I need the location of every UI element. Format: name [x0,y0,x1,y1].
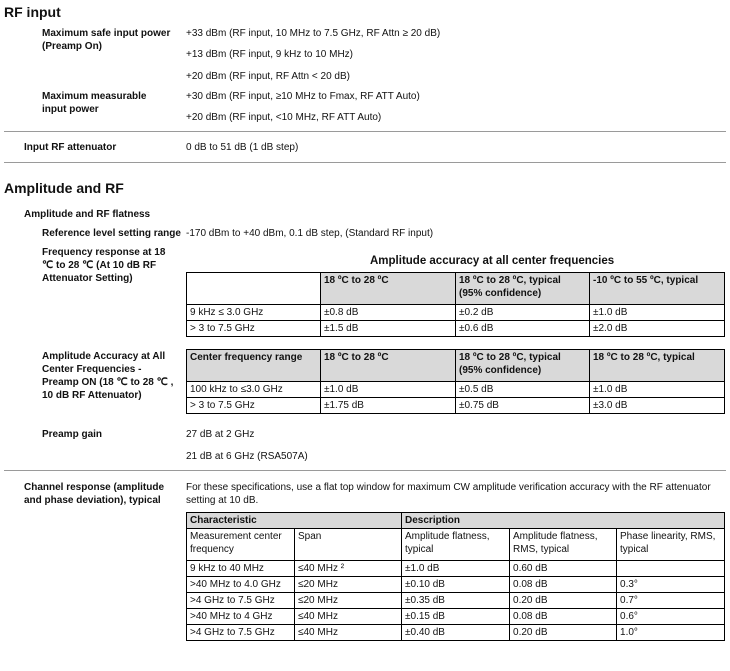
table-cell: 1.0° [617,625,725,641]
table-cell: ±0.15 dB [402,609,510,625]
table-cell: 0.08 dB [510,577,617,593]
table-cell: >4 GHz to 7.5 GHz [187,625,295,641]
table-cell: 0.7° [617,593,725,609]
table3-group-header: Description [402,513,725,529]
table-cell: 9 kHz to 40 MHz [187,561,295,577]
input-rf-attenuator-value: 0 dB to 51 dB (1 dB step) [186,142,299,153]
table-cell: ±2.0 dB [590,321,725,337]
input-rf-attenuator-label: Input RF attenuator [24,142,117,153]
amplitude-flatness-label: Amplitude and RF flatness [24,209,151,220]
table-cell: ±0.8 dB [321,305,456,321]
table-row [187,625,725,641]
table-cell: ≤40 MHz [295,625,402,641]
amplitude-accuracy-table [186,272,725,337]
preamp-gain-value-2: 21 dB at 6 GHz (RSA507A) [186,451,308,462]
table-row [187,382,725,398]
table-cell: 0.08 dB [510,609,617,625]
table-cell: > 3 to 7.5 GHz [187,321,321,337]
table-cell: 0.20 dB [510,625,617,641]
table-cell: ±1.75 dB [321,398,456,414]
table-cell: ≤20 MHz [295,593,402,609]
table-cell: ±0.10 dB [402,577,510,593]
table2-header: 18 ºC to 28 ºC, typical [590,350,725,382]
table-cell: ±1.0 dB [590,305,725,321]
preamp-gain-label: Preamp gain [42,429,103,440]
amplitude-heading: Amplitude and RF [4,180,124,196]
table-row [187,398,725,414]
table2-header: Center frequency range [187,350,321,382]
table-cell: ±0.5 dB [456,382,590,398]
max-measurable-value-2: +20 dBm (RF input, <10 MHz, RF ATT Auto) [186,112,382,123]
table-row [187,577,725,593]
table1-header: -10 ºC to 55 ºC, typical [590,273,725,305]
table-row [187,609,725,625]
table-cell: >40 MHz to 4 GHz [187,609,295,625]
reference-level-label: Reference level setting range [42,228,181,239]
table-cell: ±1.0 dB [590,382,725,398]
table-row [187,593,725,609]
table-cell: 0.6° [617,609,725,625]
divider [4,162,726,163]
table-row [187,321,725,337]
channel-response-table [186,512,725,641]
table-row [187,305,725,321]
table-cell: 9 kHz ≤ 3.0 GHz [187,305,321,321]
table-cell: 0.60 dB [510,561,617,577]
channel-response-label: Channel response (amplitude and phase deviation), typical [24,482,165,506]
table-cell: ≤40 MHz ² [295,561,402,577]
amplitude-accuracy-preamp-label: Amplitude Accuracy at All Center Frequencies - Preamp ON (18 ℃ to 28 ℃ , 10 dB RF Attenuator) [42,351,174,401]
table-cell: ±1.0 dB [321,382,456,398]
max-safe-value-3: +20 dBm (RF input, RF Attn < 20 dB) [186,71,350,82]
max-measurable-value-1: +30 dBm (RF input, ≥10 MHz to Fmax, RF ATT Auto) [186,91,420,102]
table3-subheader: Amplitude flatness, RMS, typical [510,529,617,561]
max-safe-input-label: Maximum safe input power (Preamp On) [42,28,171,52]
preamp-gain-value-1: 27 dB at 2 GHz [186,429,255,440]
divider [4,470,726,471]
channel-response-note: For these specifications, use a flat top window for maximum CW amplitude verification accuracy with the RF attenuator setting at 10 dB. [186,482,711,506]
table-cell: ±1.0 dB [402,561,510,577]
table1-caption: Amplitude accuracy at all center frequencies [370,255,615,267]
table-cell: >4 GHz to 7.5 GHz [187,593,295,609]
table-cell: ≤20 MHz [295,577,402,593]
table-row [187,561,725,577]
table-cell [617,561,725,577]
amplitude-accuracy-preamp-table [186,349,725,414]
table-cell: 100 kHz to ≤3.0 GHz [187,382,321,398]
table2-header: 18 ºC to 28 ºC [321,350,456,382]
table-cell: ≤40 MHz [295,609,402,625]
table3-subheader: Span [295,529,402,561]
table-cell: ±0.75 dB [456,398,590,414]
table-cell: > 3 to 7.5 GHz [187,398,321,414]
table-cell: ±1.5 dB [321,321,456,337]
table-cell: ±3.0 dB [590,398,725,414]
divider [4,131,726,132]
table-cell: 0.20 dB [510,593,617,609]
table3-subheader: Amplitude flatness, typical [402,529,510,561]
max-safe-value-1: +33 dBm (RF input, 10 MHz to 7.5 GHz, RF Attn ≥ 20 dB) [186,28,441,39]
reference-level-value: -170 dBm to +40 dBm, 0.1 dB step, (Standard RF input) [186,228,434,239]
table2-header: 18 ºC to 28 ºC, typical (95% confidence) [456,350,590,382]
max-safe-value-2: +13 dBm (RF input, 9 kHz to 10 MHz) [186,49,354,60]
table-cell: 0.3° [617,577,725,593]
table1-header: 18 ºC to 28 ºC [321,273,456,305]
max-measurable-input-label: Maximum measurable input power [42,91,147,115]
table1-header-blank [187,273,321,305]
rf-input-heading: RF input [4,4,61,20]
table-cell: ±0.35 dB [402,593,510,609]
table3-subheader: Measurement center frequency [187,529,295,561]
table-cell: ±0.6 dB [456,321,590,337]
table3-group-header: Characteristic [187,513,402,529]
frequency-response-label: Frequency response at 18 ℃ to 28 ℃ (At 10 dB RF Attenuator Setting) [42,247,166,284]
table-cell: ±0.2 dB [456,305,590,321]
table-cell: >40 MHz to 4.0 GHz [187,577,295,593]
table3-subheader: Phase linearity, RMS, typical [617,529,725,561]
table-cell: ±0.40 dB [402,625,510,641]
table1-header: 18 ºC to 28 ºC, typical (95% confidence) [456,273,590,305]
